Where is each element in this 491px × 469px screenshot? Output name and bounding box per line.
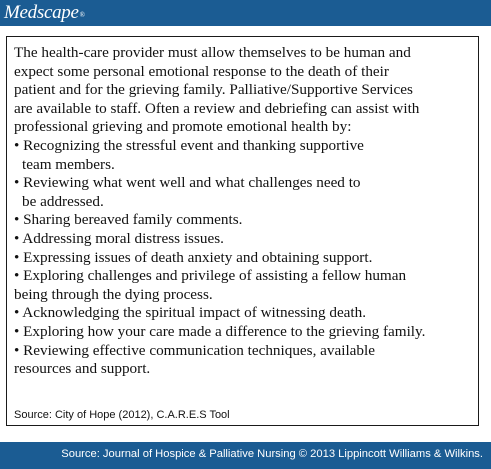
panel-text-line: • Reviewing effective communication techniques, available: [14, 341, 375, 359]
panel-text-line: • Expressing issues of death anxiety and obtaining support.: [14, 248, 373, 266]
panel-text-line: • Reviewing what went well and what challenges need to: [14, 174, 361, 192]
medscape-header-bar: [0, 0, 491, 26]
medscape-logo[interactable]: [4, 1, 85, 25]
panel-text-line: resources and support.: [14, 360, 151, 378]
footer-bar: [0, 442, 491, 469]
panel-text: [14, 44, 479, 379]
panel-text-line: The health-care provider must allow themselves to be human and: [14, 44, 411, 61]
panel-text-line: professional grieving and promote emotional health by:: [14, 118, 352, 136]
content-panel: [6, 36, 479, 426]
footer-source-text: Source: Journal of Hospice & Palliative Nursing © 2013 Lippincott Williams & Wilkins.: [61, 448, 483, 460]
panel-text-line: being through the dying process.: [14, 285, 213, 303]
panel-text-line: • Sharing bereaved family comments.: [14, 211, 243, 229]
panel-text-line: team members.: [22, 155, 115, 173]
panel-text-line: • Recognizing the stressful event and thanking supportive: [14, 136, 364, 154]
registered-mark: ®: [79, 11, 85, 19]
panel-source: Source: City of Hope (2012), C.A.R.E.S Tool: [14, 409, 230, 421]
panel-text-line: are available to staff. Often a review and debriefing can assist with: [14, 99, 420, 117]
panel-text-line: • Exploring how your care made a difference to the grieving family.: [14, 322, 426, 340]
panel-text-line: • Exploring challenges and privilege of assisting a fellow human: [14, 267, 407, 285]
panel-text-line: patient and for the grieving family. Palliative/Supportive Services: [14, 81, 413, 99]
panel-text-line: be addressed.: [22, 192, 104, 210]
logo-text: Medscape: [4, 2, 79, 23]
panel-text-line: • Acknowledging the spiritual impact of witnessing death.: [14, 304, 367, 322]
panel-text-line: • Addressing moral distress issues.: [14, 229, 224, 247]
panel-text-line: expect some personal emotional response to the death of their: [14, 62, 389, 80]
